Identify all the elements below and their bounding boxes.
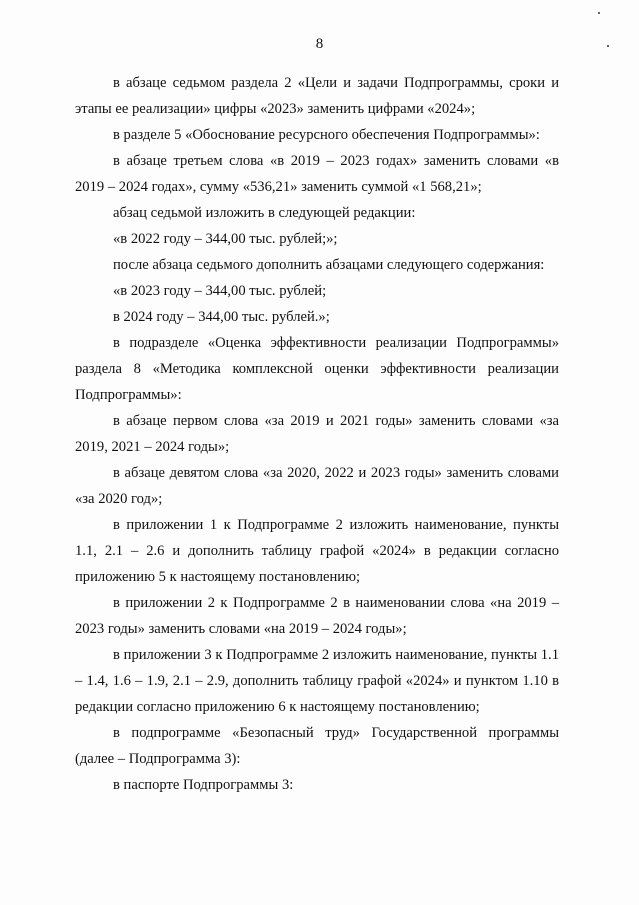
paragraph: в абзаце седьмом раздела 2 «Цели и задачи Подпрограммы, сроки и этапы ее реализации» цифры «2023» заменить цифрами «2024»; xyxy=(75,75,559,117)
paragraph: после абзаца седьмого дополнить абзацами следующего содержания: xyxy=(113,257,545,273)
document-body xyxy=(75,70,559,798)
paragraph: абзац седьмой изложить в следующей редакции: xyxy=(113,205,416,221)
paragraph: в абзаце девятом слова «за 2020, 2022 и 2023 годы» заменить словами «за 2020 год»; xyxy=(75,465,559,507)
paragraph: в подразделе «Оценка эффективности реализации Подпрограммы» раздела 8 «Методика комплексной оценки эффективности реализации Подпрограммы»: xyxy=(75,335,559,403)
paragraph: в паспорте Подпрограммы 3: xyxy=(113,777,294,793)
page-number: 8 xyxy=(315,36,324,52)
paragraph: в приложении 2 к Подпрограмме 2 в наименовании слова «на 2019 – 2023 годы» заменить словами «на 2019 – 2024 годы»; xyxy=(75,595,559,637)
scan-speck xyxy=(598,12,600,14)
paragraph: в абзаце первом слова «за 2019 и 2021 годы» заменить словами «за 2019, 2021 – 2024 годы»; xyxy=(75,413,559,455)
paragraph: в абзаце третьем слова «в 2019 – 2023 годах» заменить словами «в 2019 – 2024 годах», сумму «536,21» заменить суммой «1 568,21»; xyxy=(75,153,559,195)
paragraph: в приложении 1 к Подпрограмме 2 изложить наименование, пункты 1.1, 2.1 – 2.6 и дополнить таблицу графой «2024» в редакции согласно приложению 5 к настоящему постановлению; xyxy=(75,517,559,585)
paragraph: в разделе 5 «Обоснование ресурсного обеспечения Подпрограммы»: xyxy=(113,127,540,143)
paragraph: в 2024 году – 344,00 тыс. рублей.»; xyxy=(113,309,330,325)
paragraph: «в 2022 году – 344,00 тыс. рублей;»; xyxy=(113,231,338,247)
paragraph: в подпрограмме «Безопасный труд» Государственной программы (далее – Подпрограмма 3): xyxy=(75,725,559,767)
paragraph: «в 2023 году – 344,00 тыс. рублей; xyxy=(113,283,327,299)
scan-speck xyxy=(607,45,609,47)
paragraph: в приложении 3 к Подпрограмме 2 изложить наименование, пункты 1.1 – 1.4, 1.6 – 1.9, 2.1 – 2.9, дополнить таблицу графой «2024» и пунктом 1.10 в редакции согласно приложению 6 к настоящему постановлению; xyxy=(75,647,559,715)
